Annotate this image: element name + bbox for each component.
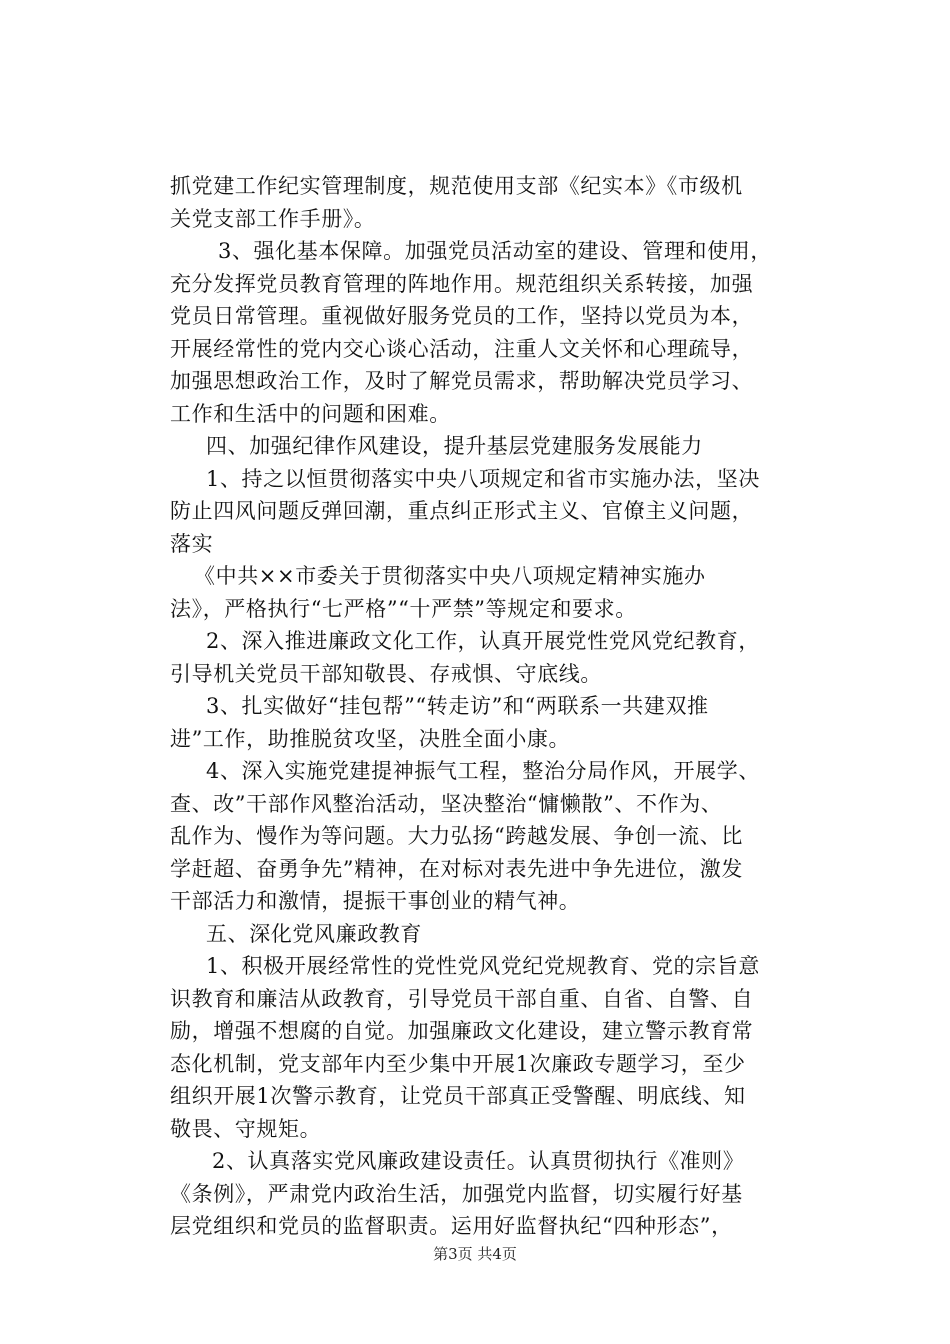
text-line: 法》，严格执行“七严格”“十严禁”等规定和要求。 [170, 596, 637, 621]
text-line: 干部活力和激情，提振干事创业的精气神。 [170, 889, 581, 913]
text-line: 4、深入实施党建提神振气工程，整治分局作风，开展学、 [206, 759, 760, 783]
text-line: 五、深化党风廉政教育 [206, 921, 422, 946]
text-line: 学赶超、奋勇争先”精神，在对标对表先进中争先进位，激发 [170, 856, 743, 881]
text-line: 抓党建工作纪实管理制度，规范使用支部《纪实本》《市级机 [170, 174, 743, 198]
text-line: 3、强化基本保障。加强党员活动室的建设、管理和使用， [218, 239, 772, 263]
text-line: 1、积极开展经常性的党性党风党纪党规教育、党的宗旨意 [206, 954, 760, 978]
text-line: 查、改”干部作风整治活动，坚决整治“慵懒散”、不作为、 [170, 791, 723, 816]
text-line: 《中共××市委关于贯彻落实中央八项规定精神实施办 [194, 564, 706, 588]
text-line: 加强思想政治工作，及时了解党员需求，帮助解决党员学习、 [170, 369, 754, 393]
text-line: 落实 [170, 531, 214, 556]
text-line: 识教育和廉洁从政教育，引导党员干部自重、自省、自警、自 [170, 986, 754, 1011]
text-line: 1、持之以恒贯彻落实中央八项规定和省市实施办法，坚决 [206, 466, 760, 491]
text-line: 工作和生活中的问题和困难。 [170, 401, 451, 426]
text-line: 组织开展1次警示教育，让党员干部真正受警醒、明底线、知 [170, 1084, 746, 1108]
text-line: 引导机关党员干部知敬畏、存戒惧、守底线。 [170, 661, 602, 686]
text-line: 关党支部工作手册》。 [170, 206, 376, 231]
text-line: 3、扎实做好“挂包帮”“转走访”和“两联系一共建双推 [206, 694, 709, 718]
text-line: 党员日常管理。重视做好服务党员的工作，坚持以党员为本， [170, 304, 754, 328]
text-line: 2、深入推进廉政文化工作，认真开展党性党风党纪教育， [206, 629, 760, 653]
text-line: 2、认真落实党风廉政建设责任。认真贯彻执行《准则》 [212, 1149, 745, 1173]
text-line: 充分发挥党员教育管理的阵地作用。规范组织关系转接，加强 [170, 271, 754, 296]
text-line: 《条例》，严肃党内政治生活，加强党内监督，切实履行好基 [170, 1181, 743, 1206]
text-line: 防止四风问题反弹回潮，重点纠正形式主义、官僚主义问题， [170, 499, 754, 523]
page-number-footer: 第3页 共4页 [433, 1245, 517, 1263]
text-line: 乱作为、慢作为等问题。大力弘扬“跨越发展、争创一流、比 [170, 824, 743, 848]
text-line: 层党组织和党员的监督职责。运用好监督执纪“四种形态”， [170, 1214, 733, 1238]
text-line: 励，增强不想腐的自觉。加强廉政文化建设，建立警示教育常 [170, 1019, 754, 1043]
text-line: 态化机制，党支部年内至少集中开展1次廉政专题学习，至少 [170, 1051, 746, 1076]
text-line: 进”工作，助推脱贫攻坚，决胜全面小康。 [170, 726, 571, 751]
text-line: 敬畏、守规矩。 [170, 1116, 322, 1141]
text-line: 四、加强纪律作风建设，提升基层党建服务发展能力 [206, 434, 703, 458]
document-body [170, 170, 790, 1243]
text-line: 开展经常性的党内交心谈心活动，注重人文关怀和心理疏导， [170, 336, 754, 361]
